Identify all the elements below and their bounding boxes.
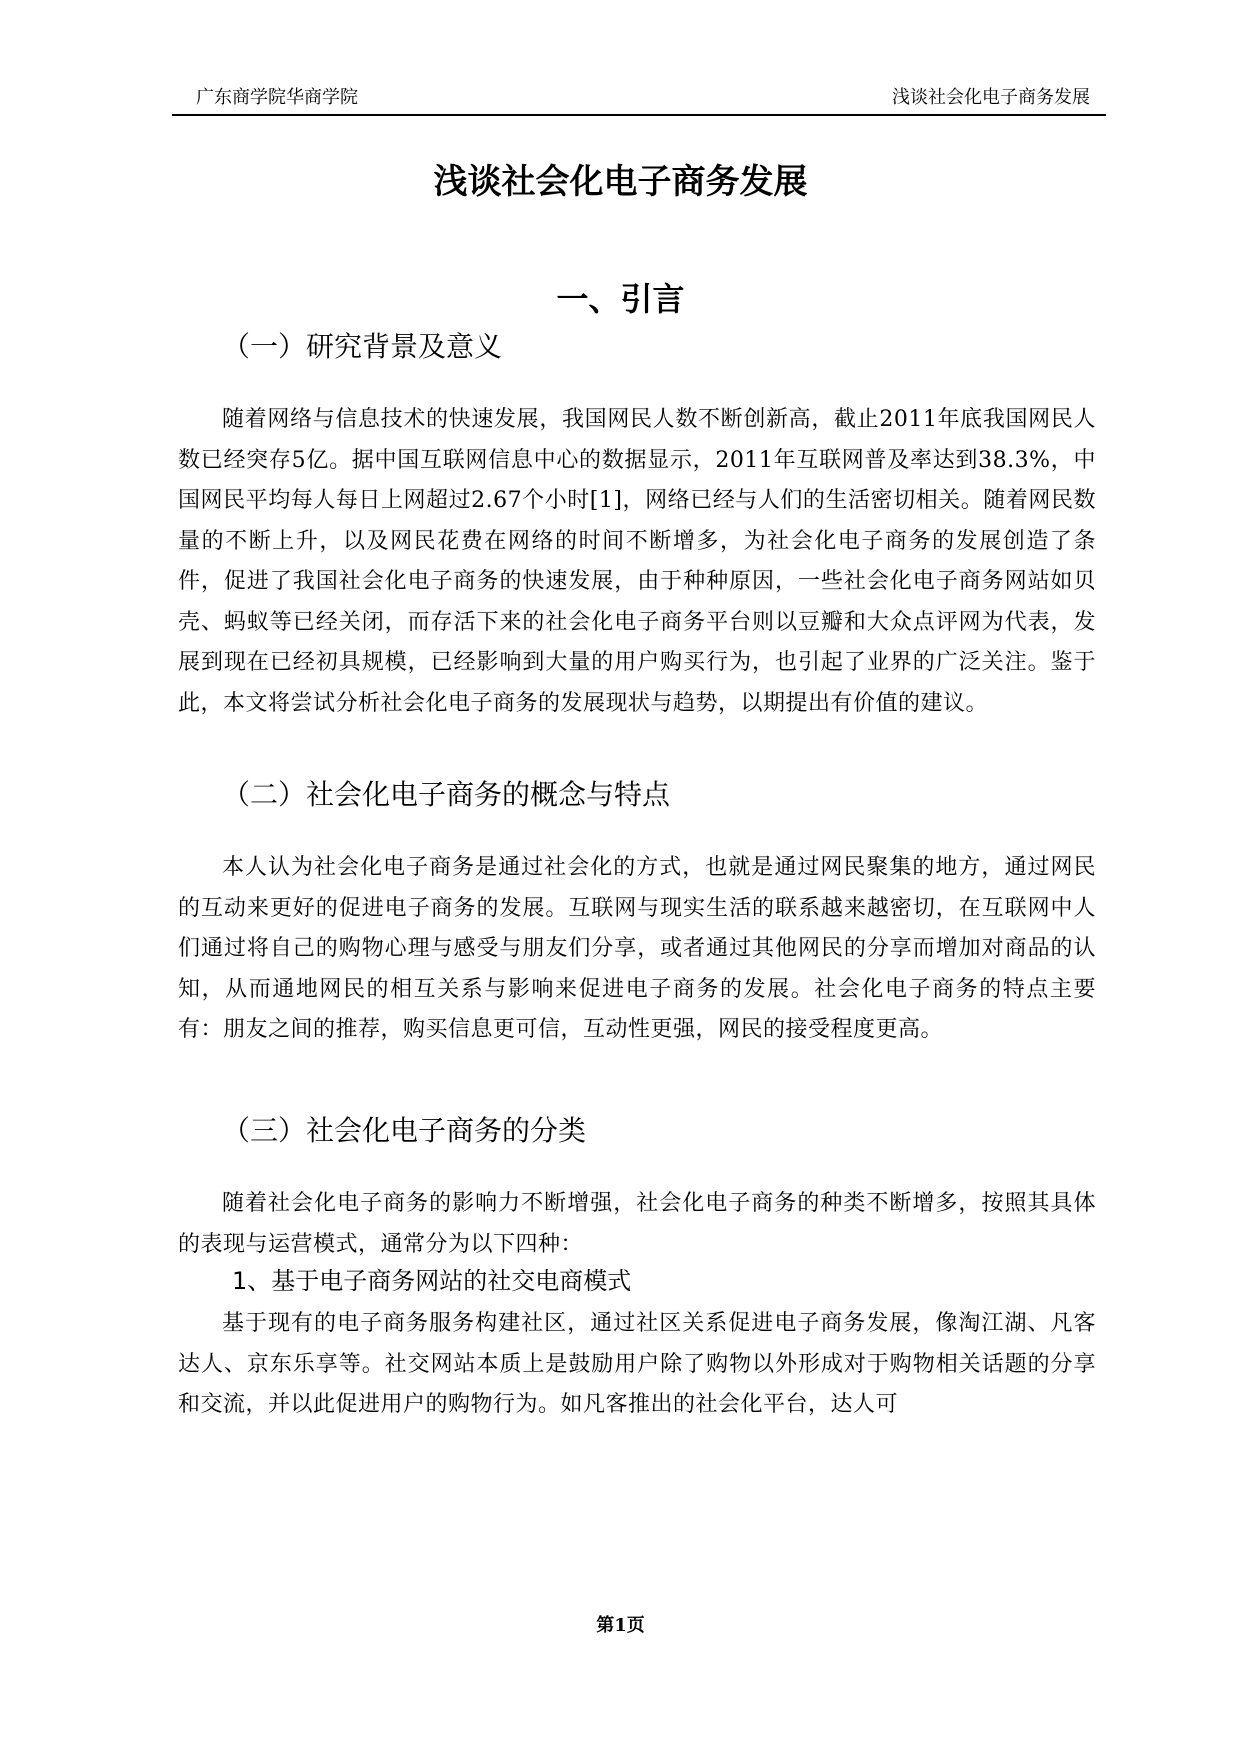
paragraph-concept: 本人认为社会化电子商务是通过社会化的方式，也就是通过网民聚集的地方，通过网民的互动来更好的促进电子商务的发展。互联网与现实生活的联系越来越密切，在互联网中人们通过将自己的购物心理与感受与朋友们分享，或者通过其他网民的分享而增加对商品的认知，从而通地网民的相互关系与影响来促进电子商务的发展。社会化电子商务的特点主要有：朋友之间的推荐，购买信息更可信，互动性更强，网民的接受程度更高。: [178, 855, 1096, 1042]
document-title: 浅谈社会化电子商务发展: [433, 162, 808, 202]
header-document-title: 浅谈社会化电子商务发展: [892, 87, 1090, 108]
header-institution: 广东商学院华商学院: [196, 87, 358, 108]
section-heading-background: （一）研究背景及意义: [222, 330, 503, 363]
section-heading-concept: （二）社会化电子商务的概念与特点: [222, 778, 671, 811]
paragraph-classification: 随着社会化电子商务的影响力不断增强，社会化电子商务的种类不断增多，按照其具体的表现与运营模式，通常分为以下四种：: [178, 1191, 1096, 1257]
section-heading-classification: （三）社会化电子商务的分类: [222, 1114, 587, 1147]
paragraph-ecommerce-social: 基于现有的电子商务服务构建社区，通过社区关系促进电子商务发展，像淘江湖、凡客达人、京东乐享等。社交网站本质上是鼓励用户除了购物以外形成对于购物相关话题的分享和交流，并以此促进用户的购物行为。如凡客推出的社会化平台，达人可: [178, 1311, 1096, 1417]
paragraph-background: 随着网络与信息技术的快速发展，我国网民人数不断创新高，截止2011年底我国网民人数已经突存5亿。据中国互联网信息中心的数据显示，2011年互联网普及率达到38.3%，中国网民平均每人每日上网超过2.67个小时[1]，网络已经与人们的生活密切相关。随着网民数量的不断上升，以及网民花费在网络的时间不断增多，为社会化电子商务的发展创造了条件，促进了我国社会化电子商务的快速发展，由于种种原因，一些社会化电子商务网站如贝壳、蚂蚁等已经关闭，而存活下来的社会化电子商务平台则以豆瓣和大众点评网为代表，发展到现在已经初具规模，已经影响到大量的用户购买行为，也引起了业界的广泛关注。鉴于此，本文将尝试分析社会化电子商务的发展现状与趋势，以期提出有价值的建议。: [178, 407, 1096, 716]
chapter-heading: 一、引言: [556, 280, 685, 318]
subsection-heading-ecommerce-social: 1、基于电子商务网站的社交电商模式: [232, 1267, 632, 1295]
page-number: 第1页: [596, 1615, 645, 1636]
running-header: [172, 82, 1106, 114]
header-divider: [172, 114, 1106, 116]
